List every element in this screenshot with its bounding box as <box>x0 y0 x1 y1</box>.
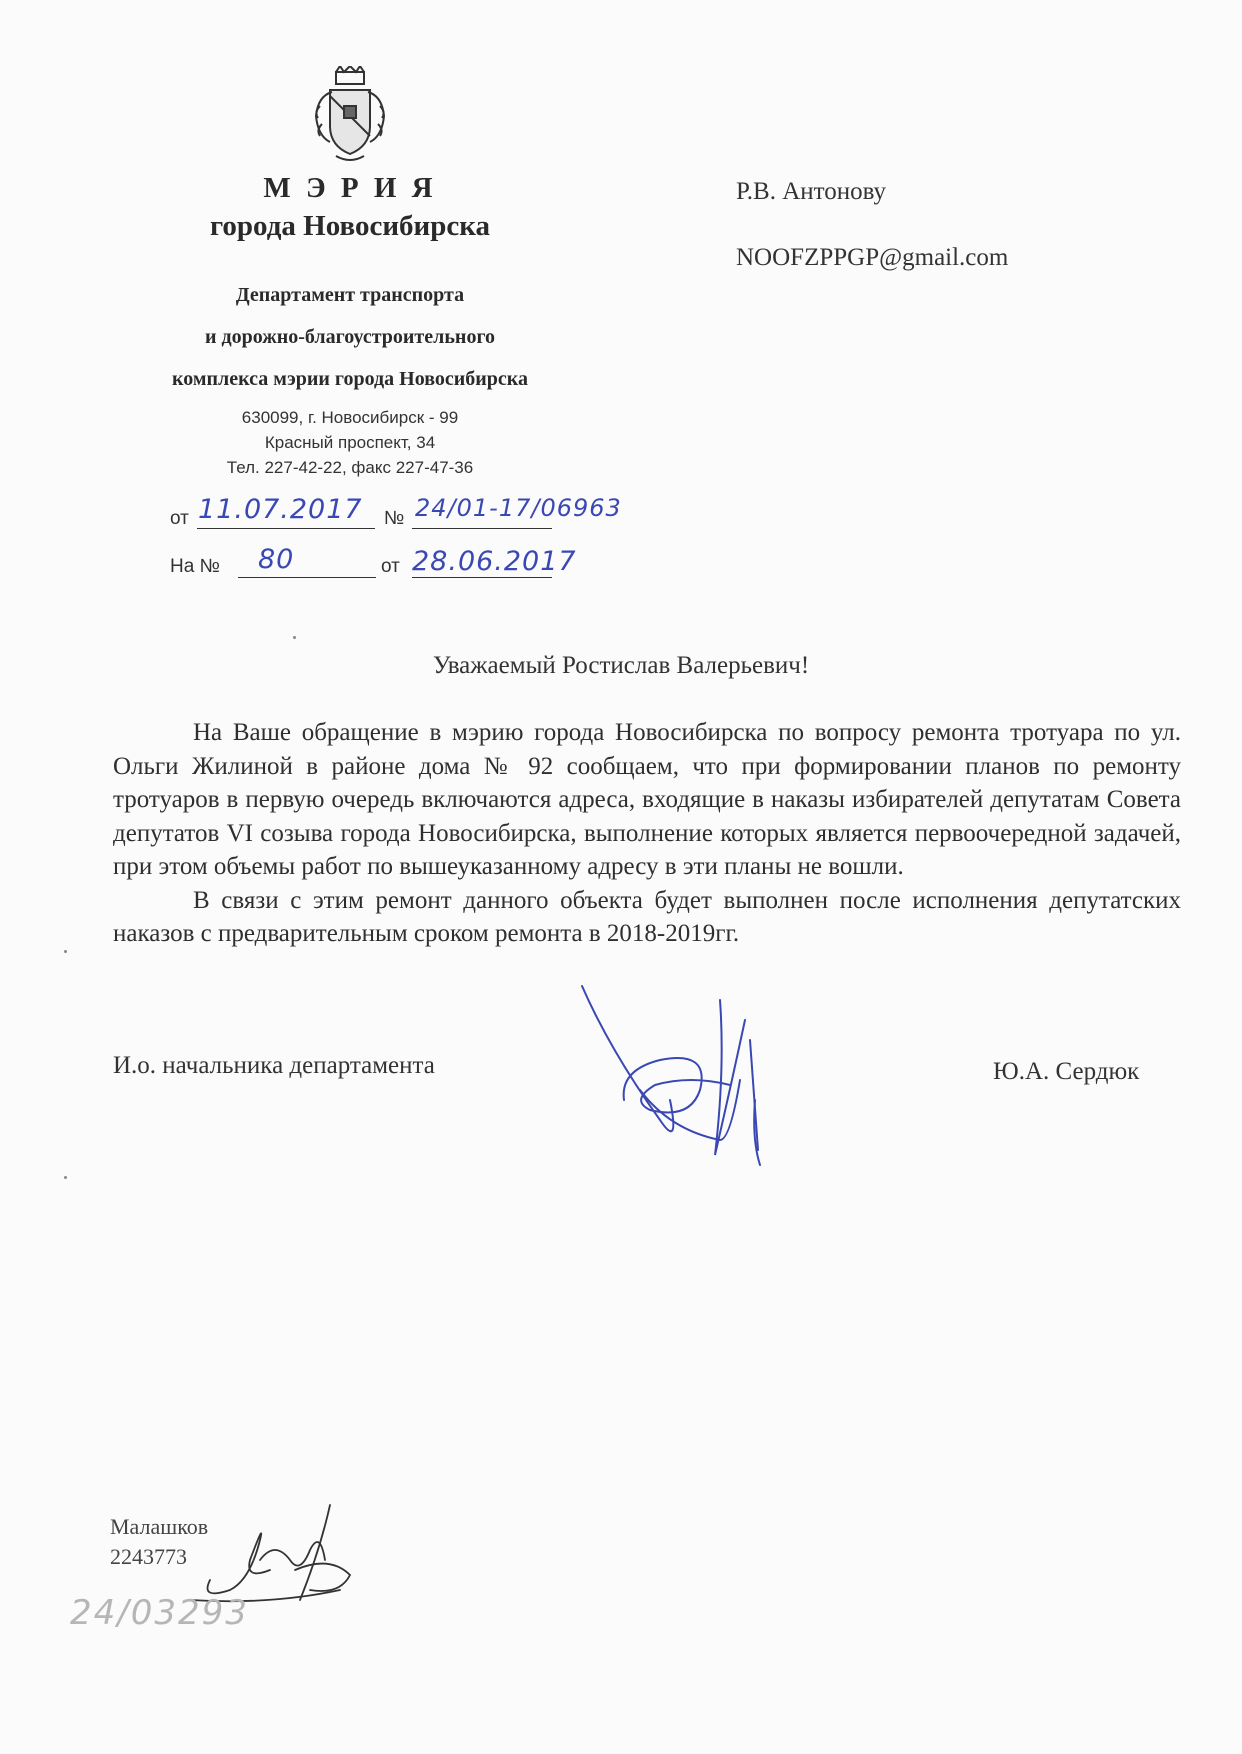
signatory-title: И.о. начальника департамента <box>113 1052 435 1079</box>
city-title: города Новосибирска <box>209 210 491 242</box>
letter-body <box>113 716 1181 951</box>
department-line-2: и дорожно-благоустроительного <box>204 326 496 348</box>
reply-to-number: 80 <box>258 544 295 575</box>
reply-date: 28.06.2017 <box>412 546 577 577</box>
number-label: № <box>384 508 405 529</box>
address-line-3: Тел. 227-42-22, факс 227-47-36 <box>226 458 474 477</box>
department-line-1: Департамент транспорта <box>235 284 465 306</box>
from-label: от <box>170 508 189 529</box>
reply-to-label: На № <box>170 556 220 577</box>
executor-name: Малашков <box>110 1514 209 1539</box>
scan-speck <box>293 636 296 639</box>
scan-speck <box>64 1176 67 1179</box>
body-paragraph-1: На Ваше обращение в мэрию города Новосибирска по вопросу ремонта тротуара по ул. Ольги Жилиной в районе дома № 92 сообщаем, что при формировании планов по ремонту тротуаров в первую очередь включаются адреса, входящие в наказы избирателей депутатам Совета депутатов VI созыва города Новосибирска, выполнение которых является первоочередной задачей, при этом объемы работ по вышеуказанному адресу в эти планы не вошли. <box>113 719 1181 880</box>
from-date-line <box>197 528 375 529</box>
executor-phone: 2243773 <box>110 1544 187 1569</box>
coat-of-arms-icon <box>310 66 390 164</box>
scan-speck <box>64 950 67 953</box>
reply-number-line <box>238 577 376 578</box>
incoming-registration-number: 24/03293 <box>70 1593 249 1633</box>
address-line-1: 630099, г. Новосибирск - 99 <box>241 408 459 427</box>
signatory-name: Ю.А. Сердюк <box>993 1058 1140 1085</box>
body-paragraph-2: В связи с этим ремонт данного объекта будет выполнен после исполнения депутатских наказов с предварительным сроком ремонта в 2018-2019гг. <box>113 886 1181 947</box>
handwritten-signature <box>580 980 810 1180</box>
reply-date-label: от <box>381 556 400 577</box>
number-line <box>412 528 552 529</box>
outgoing-number: 24/01-17/06963 <box>415 494 622 522</box>
greeting: Уважаемый Ростислав Валерьевич! <box>432 652 810 679</box>
from-date: 11.07.2017 <box>198 494 363 525</box>
address-line-2: Красный проспект, 34 <box>264 433 436 452</box>
department-line-3: комплекса мэрии города Новосибирска <box>171 368 529 390</box>
recipient-email: NOOFZPPGP@gmail.com <box>736 244 1009 271</box>
mayor-office-title: М Э Р И Я <box>263 172 437 204</box>
recipient-name: Р.В. Антонову <box>736 178 887 205</box>
reply-date-line <box>412 577 552 578</box>
